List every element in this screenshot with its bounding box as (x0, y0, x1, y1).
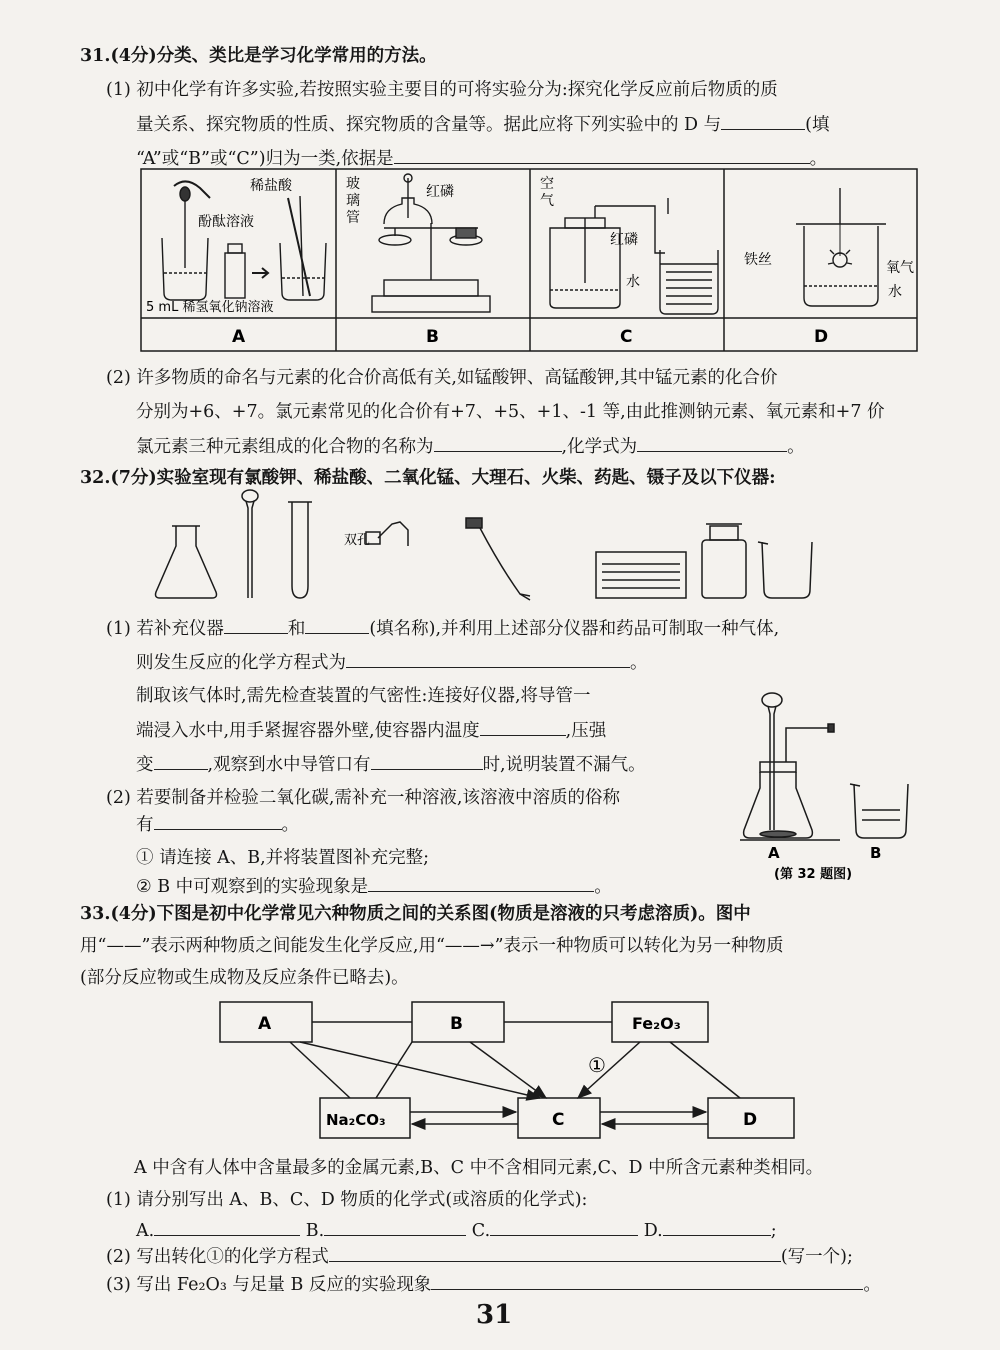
q33-line2: 用“——”表示两种物质之间能发生化学反应,用“——→”表示一种物质可以转化为另一种物质 (80, 936, 784, 956)
node-d: D (743, 1110, 758, 1130)
q32-p1-line1: (1) 若补充仪器 和 (填名称),并利用上述部分仪器和药品可制取一种气体, (106, 616, 779, 641)
q31-p1-line1: (1) 初中化学有许多实验,若按照实验主要目的可将实验分为:探究化学反应前后物质的质 (106, 80, 778, 100)
q31-blank-reason[interactable] (394, 146, 810, 164)
q31-experiment-table (140, 168, 920, 354)
exp-d-o2-label: 氧气 (886, 260, 914, 276)
q33-blank-equation[interactable] (329, 1244, 781, 1262)
q33-header: 33.(4分)下图是初中化学常见六种物质之间的关系图(物质是溶液的只考虑溶质)。图中 (80, 904, 751, 924)
exp-c-p-label: 红磷 (610, 232, 638, 248)
q33-blank-a[interactable] (154, 1218, 300, 1236)
q31-p2-line3: 氯元素三种元素组成的化合物的名称为 ,化学式为 。 (136, 434, 805, 459)
q32-p1-line2: 则发生反应的化学方程式为 。 (136, 650, 648, 675)
exp-c-drawing (550, 198, 718, 314)
exp-a-phenol-label: 酚酞溶液 (198, 214, 254, 230)
q32-p2-step2: ② B 中可观察到的实验现象是 。 (136, 874, 612, 899)
page-number: 31 (476, 1300, 513, 1330)
exp-d-drawing (796, 188, 886, 306)
q31-blank-class[interactable] (721, 112, 805, 130)
q32-blank-phenomenon[interactable] (368, 874, 594, 892)
q33-blank-c[interactable] (490, 1218, 638, 1236)
exp-c-water-label: 水 (626, 274, 640, 290)
exp-a-naoh-label: 5 mL 稀氢氧化钠溶液 (146, 300, 274, 315)
q32-p1-line5: 变 ,观察到水中导管口有 时,说明装置不漏气。 (136, 752, 646, 777)
q32-double-hole-label: 双孔 (344, 533, 371, 548)
q32-fig-a-label: A (768, 844, 780, 862)
q32-p2-line2: 有 。 (136, 812, 299, 837)
node-fe2o3: Fe₂O₃ (632, 1014, 681, 1033)
q32-figure (720, 680, 950, 890)
exp-d-fe-label: 铁丝 (744, 252, 772, 268)
exp-c-label: C (620, 327, 633, 347)
exp-a-acid-label: 稀盐酸 (250, 178, 292, 194)
q32-fig-b-label: B (870, 844, 882, 862)
q33-relation-diagram (200, 992, 820, 1154)
node-a: A (258, 1014, 272, 1034)
q31-p1-line2: 量关系、探究物质的性质、探究物质的含量等。据此应将下列实验中的 D 与 (填 (136, 112, 829, 137)
exp-b-p-label: 红磷 (426, 184, 454, 200)
q33-s3: (3) 写出 Fe₂O₃ 与足量 B 反应的实验现象 。 (106, 1272, 881, 1297)
q32-instruments (150, 486, 830, 606)
q32-p2-step1: ① 请连接 A、B,并将装置图补充完整; (136, 848, 430, 868)
q32-blank-inst1[interactable] (224, 616, 288, 634)
exp-a-drawing (162, 181, 326, 300)
exp-d-label: D (814, 327, 829, 347)
exp-b-glass-label: 玻璃管 (346, 176, 360, 226)
exp-c-air-label: 空气 (540, 176, 554, 209)
q31-header: 31.(4分)分类、类比是学习化学常用的方法。 (80, 46, 437, 66)
q33-blank-d[interactable] (663, 1218, 771, 1236)
q32-blank-inst2[interactable] (305, 616, 369, 634)
q33-s1: (1) 请分别写出 A、B、C、D 物质的化学式(或溶质的化学式): (106, 1190, 588, 1210)
q32-p1-line4: 端浸入水中,用手紧握容器外壁,使容器内温度 ,压强 (136, 718, 606, 743)
q33-line3: (部分反应物或生成物及反应条件已略去)。 (80, 968, 409, 988)
q32-p2-line1: (2) 若要制备并检验二氧化碳,需补充一种溶液,该溶液中溶质的俗称 (106, 788, 620, 808)
q31-p2-line2: 分别为+6、+7。氯元素常见的化合价有+7、+5、+1、-1 等,由此推测钠元素、氧元素和+7 价 (136, 402, 885, 422)
exp-b-label: B (426, 327, 439, 347)
q32-blank-equation[interactable] (346, 650, 630, 668)
q31-blank-formula[interactable] (637, 434, 787, 452)
q32-blank-common-name[interactable] (154, 812, 282, 830)
node-b: B (450, 1014, 463, 1034)
node-c: C (552, 1110, 565, 1130)
exp-d-water-label: 水 (888, 284, 902, 300)
q33-s1-answers: A. B. C. D. ; (136, 1218, 777, 1243)
q32-blank-temp[interactable] (480, 718, 566, 736)
q33-blank-phenomenon[interactable] (431, 1272, 863, 1290)
conversion-mark-1: ① (588, 1053, 606, 1077)
q32-p1-line3: 制取该气体时,需先检查装置的气密性:连接好仪器,将导管一 (136, 686, 591, 706)
q32-fig-caption: (第 32 题图) (774, 867, 853, 882)
q31-blank-name[interactable] (434, 434, 562, 452)
q32-blank-bubbles[interactable] (371, 752, 483, 770)
exp-a-label: A (232, 327, 246, 347)
node-na2co3: Na₂CO₃ (326, 1111, 386, 1129)
q32-blank-pressure[interactable] (154, 752, 208, 770)
q33-blank-b[interactable] (324, 1218, 466, 1236)
q31-p1-line3: “A”或“B”或“C”)归为一类,依据是 。 (136, 146, 827, 171)
q31-p2-line1: (2) 许多物质的命名与元素的化合价高低有关,如锰酸钾、高锰酸钾,其中锰元素的化合价 (106, 368, 778, 388)
q33-info: A 中含有人体中含量最多的金属元素,B、C 中不含相同元素,C、D 中所含元素种类相同。 (134, 1158, 824, 1178)
q32-header: 32.(7分)实验室现有氯酸钾、稀盐酸、二氧化锰、大理石、火柴、药匙、镊子及以下仪器: (80, 468, 776, 488)
q33-s2: (2) 写出转化①的化学方程式 (写一个); (106, 1244, 853, 1269)
